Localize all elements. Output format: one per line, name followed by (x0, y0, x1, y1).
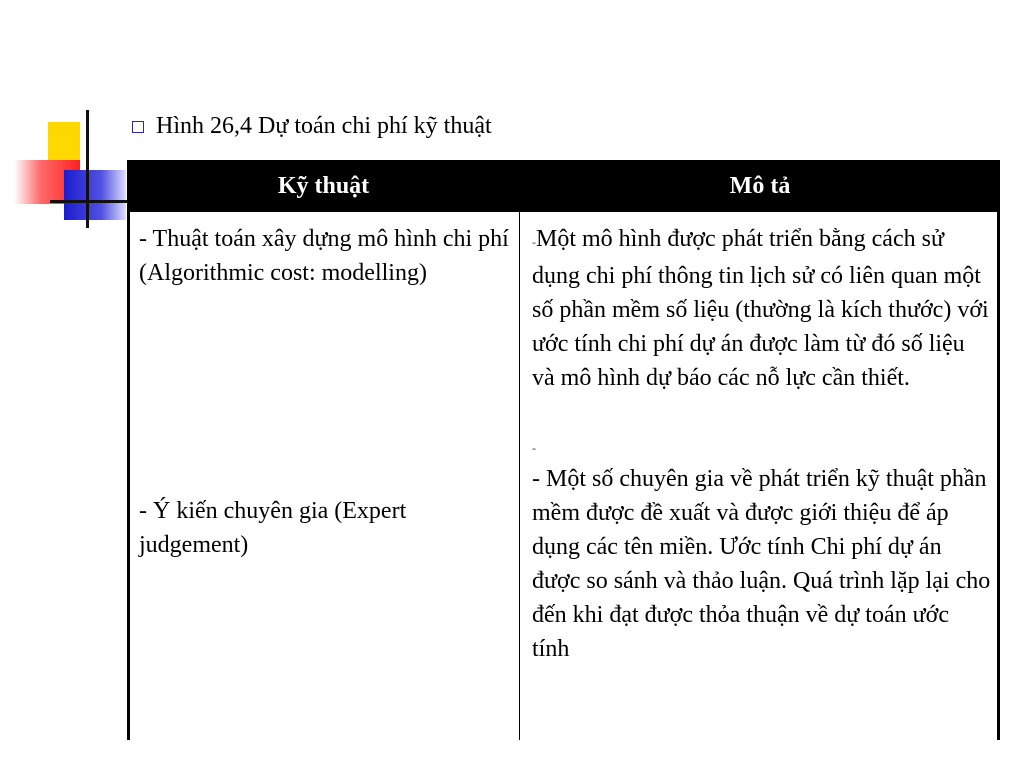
row-2-description-prefix: - (532, 441, 536, 455)
square-bullet-icon (132, 121, 144, 133)
table-header (127, 160, 1000, 212)
row-1-description: Một mô hình được phát triển bằng cách sử dụng chi phí thông tin lịch sử có liên quan một số phần mềm số liệu (thường là kích thước) với ước tính chi phí dự án được làm từ đó số liệu và mô hình dự báo các nỗ lực cần thiết. (532, 226, 989, 391)
row-2-technique: - Ý kiến chuyên gia (Expert judgement) (139, 498, 407, 558)
table-border-right (997, 212, 1000, 740)
header-description: Mô tả (729, 173, 791, 199)
decor-yellow-square (48, 122, 80, 160)
decor-horizontal-line (50, 200, 128, 203)
table-border-middle (519, 212, 520, 740)
slide-title-text: Hình 26,4 Dự toán chi phí kỹ thuật (156, 113, 492, 139)
row-1-description-cell (532, 222, 992, 395)
decor-vertical-line (86, 110, 89, 228)
header-technique: Kỹ thuật (277, 173, 370, 199)
cost-estimation-table (127, 160, 1000, 740)
row-2-description: - Một số chuyên gia về phát triển kỹ thuật phần mềm được đề xuất và được giới thiệu để áp dụng các tên miền. Ước tính Chi phí dự án được so sánh và thảo luận. Quá trình lặp lại cho đến khi đạt được thỏa thuận về dự toán ước tính (532, 466, 991, 662)
decor-blue-square (64, 170, 126, 220)
row-1-technique: - Thuật toán xây dựng mô hình chi phí (Algorithmic cost: modelling) (139, 226, 509, 286)
slide-title (132, 111, 492, 141)
row-1-description-prefix: - (532, 235, 536, 249)
table-border-left (127, 212, 130, 740)
